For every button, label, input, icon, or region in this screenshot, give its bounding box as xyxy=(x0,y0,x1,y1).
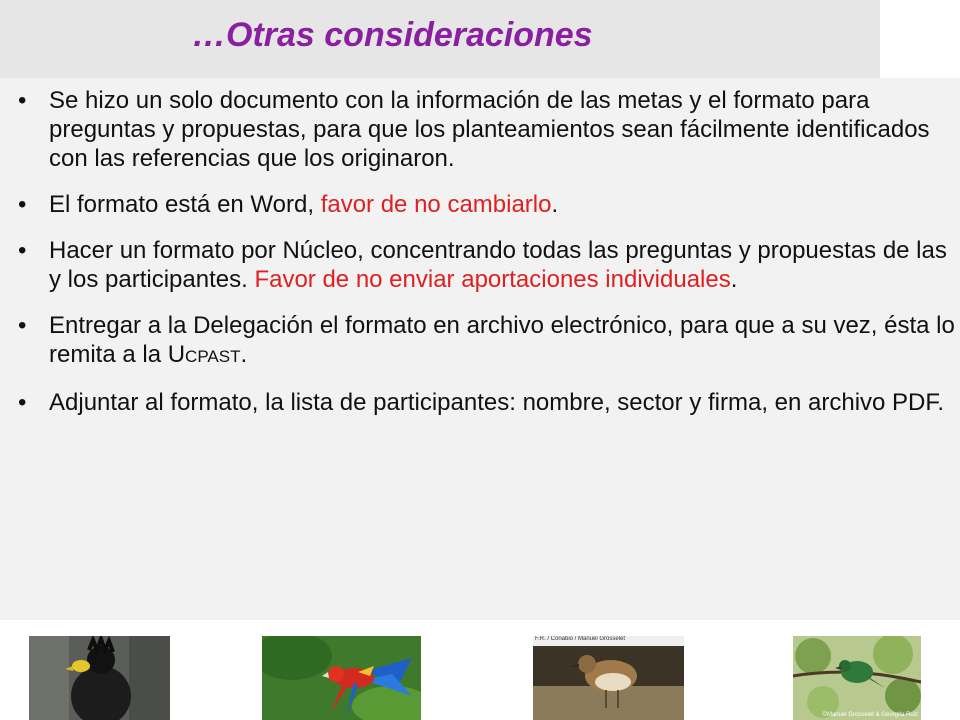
bullet-item-single-document xyxy=(18,86,956,173)
bullet-text-suffix: . xyxy=(240,341,248,368)
bullet-text: Hacer un formato por Núcleo, concentrando todas las preguntas y propuestas de las y los participantes. xyxy=(49,237,947,293)
slide-title: …Otras consideraciones xyxy=(192,16,593,54)
bullet-text: Adjuntar al formato, la lista de participantes: nombre, sector y firma, en archivo PDF. xyxy=(49,389,945,416)
bullet-item-one-format-per-nucleus xyxy=(18,236,956,294)
bullet-text: Se hizo un solo documento con la información de las metas y el formato para preguntas y propuestas, para que los planteamientos sean fácilmente identificados con las referencias que los originaron. xyxy=(49,87,930,172)
shorebird-photo xyxy=(533,636,684,720)
shorebird-photo-caption: F.R. / Conabio / Manuel Grosselet xyxy=(535,636,626,642)
green-bird-photo xyxy=(793,636,921,720)
bullet-emphasis: Favor de no enviar aportaciones individuales xyxy=(254,266,731,293)
bullet-item-word-format xyxy=(18,190,956,219)
bullet-item-deliver-to-delegation xyxy=(18,311,956,371)
bullet-smallcaps-acronym: CPAST xyxy=(185,347,241,366)
curassow-bird-photo xyxy=(29,636,170,720)
bullet-item-participants-list xyxy=(18,388,956,417)
bullet-text: Entregar a la Delegación el formato en archivo electrónico, para que a su vez, ésta lo remita a la U xyxy=(49,312,955,368)
bullet-emphasis: favor de no cambiarlo xyxy=(320,191,552,218)
green-bird-photo-caption: ©Manuel Grosselet & Georgita Ruiz xyxy=(822,712,918,718)
bullet-text-suffix: . xyxy=(551,191,559,218)
macaw-bird-photo xyxy=(262,636,421,720)
bullet-text: El formato está en Word, xyxy=(49,191,321,218)
bullet-text-suffix: . xyxy=(730,266,738,293)
bullet-list xyxy=(18,86,956,434)
